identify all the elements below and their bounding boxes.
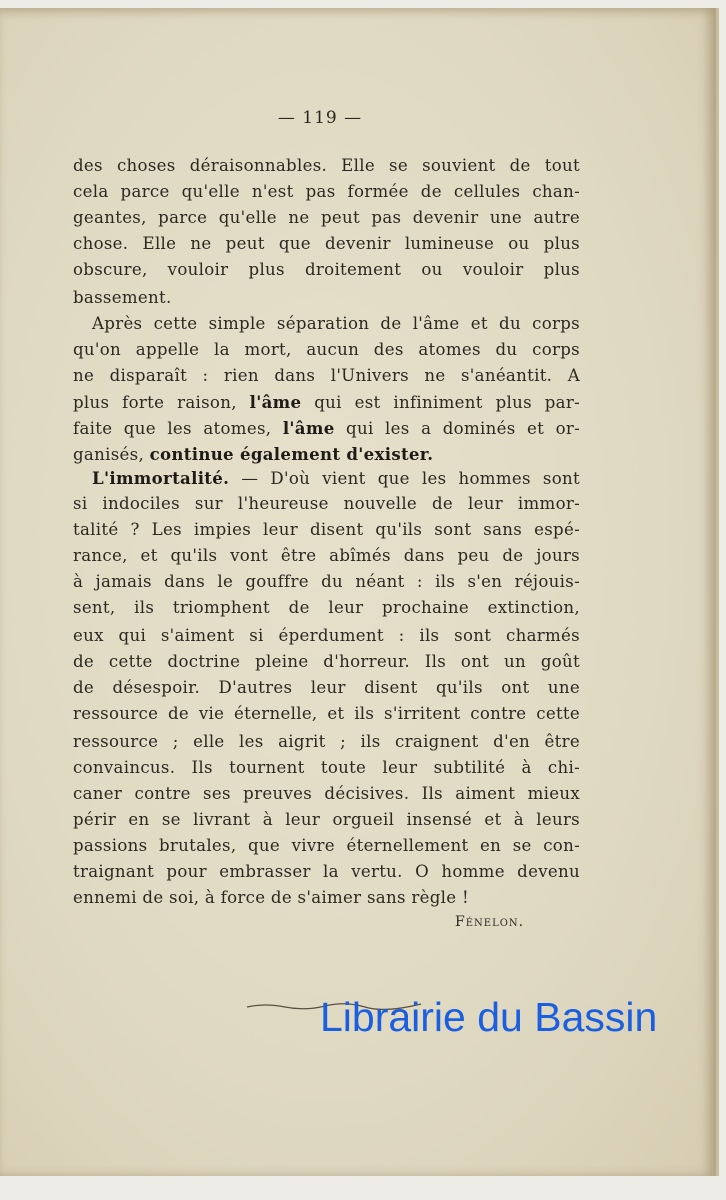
text-segment: convaincus. Ils tournent toute leur subtilité à chi- bbox=[73, 758, 580, 777]
text-line bbox=[73, 260, 580, 279]
bold-text: l'âme bbox=[282, 418, 335, 438]
author-signature: Fénelon. bbox=[455, 914, 525, 930]
text-segment: de désespoir. D'autres leur disent qu'ils ont une bbox=[73, 678, 580, 697]
text-line bbox=[73, 758, 580, 777]
text-line bbox=[73, 888, 580, 907]
text-line bbox=[73, 494, 580, 513]
text-line bbox=[73, 366, 580, 385]
text-line bbox=[73, 340, 580, 359]
text-segment: plus forte raison, bbox=[73, 393, 250, 412]
page-number: — 119 — bbox=[277, 108, 363, 128]
text-segment: rance, et qu'ils vont être abîmés dans peu de jours bbox=[73, 546, 580, 565]
text-line bbox=[73, 678, 580, 697]
watermark-logo: Librairie du Bassin bbox=[320, 994, 658, 1040]
text-segment: qui est infiniment plus par- bbox=[301, 393, 581, 412]
text-line bbox=[73, 156, 580, 175]
bold-text: l'âme bbox=[249, 392, 302, 412]
text-segment: cela parce qu'elle n'est pas formée de cellules chan- bbox=[73, 182, 580, 201]
text-segment: caner contre ses preuves décisives. Ils aiment mieux bbox=[73, 784, 580, 803]
text-line bbox=[73, 572, 580, 591]
text-segment: faite que les atomes, bbox=[73, 419, 283, 438]
text-line bbox=[73, 418, 580, 438]
text-line bbox=[73, 444, 580, 464]
text-line bbox=[73, 288, 580, 307]
text-segment: ressource de vie éternelle, et ils s'irritent contre cette bbox=[73, 704, 580, 723]
text-segment: geantes, parce qu'elle ne peut pas devenir une autre bbox=[73, 208, 580, 227]
text-line bbox=[73, 208, 580, 227]
text-line bbox=[73, 704, 580, 723]
text-segment: talité ? Les impies leur disent qu'ils sont sans espé- bbox=[73, 520, 580, 539]
text-segment: ne disparaît : rien dans l'Univers ne s'anéantit. A bbox=[73, 366, 580, 385]
text-segment: — D'où vient que les hommes sont bbox=[229, 469, 580, 488]
text-line bbox=[73, 732, 580, 751]
text-line bbox=[73, 836, 580, 855]
text-line bbox=[92, 468, 580, 488]
text-segment: ganisés, bbox=[73, 445, 150, 464]
text-line bbox=[73, 626, 580, 645]
text-segment: traignant pour embrasser la vertu. O homme devenu bbox=[73, 862, 580, 881]
text-line bbox=[92, 314, 580, 333]
text-segment: passions brutales, que vivre éternellement en se con- bbox=[73, 836, 580, 855]
text-segment: eux qui s'aiment si éperdument : ils sont charmés bbox=[73, 626, 580, 645]
text-segment: ressource ; elle les aigrit ; ils craignent d'en être bbox=[73, 732, 580, 751]
text-line bbox=[73, 784, 580, 803]
text-line bbox=[73, 546, 580, 565]
text-segment: périr en se livrant à leur orgueil insensé et à leurs bbox=[73, 810, 580, 829]
text-line bbox=[73, 182, 580, 201]
text-segment: Après cette simple séparation de l'âme et du corps bbox=[92, 314, 580, 333]
text-segment: si indociles sur l'heureuse nouvelle de leur immor- bbox=[73, 494, 580, 513]
text-line bbox=[73, 810, 580, 829]
text-line bbox=[73, 234, 580, 253]
bold-text: L'immortalité. bbox=[92, 468, 230, 488]
text-segment: qui les a dominés et or- bbox=[334, 419, 580, 438]
text-segment: bassement. bbox=[73, 288, 172, 307]
text-segment: chose. Elle ne peut que devenir lumineuse ou plus bbox=[73, 234, 580, 253]
text-segment: des choses déraisonnables. Elle se souvient de tout bbox=[73, 156, 580, 175]
text-line bbox=[73, 598, 580, 617]
text-segment: sent, ils triomphent de leur prochaine extinction, bbox=[73, 598, 580, 617]
bold-text: continue également d'exister. bbox=[149, 444, 434, 464]
text-line bbox=[73, 652, 580, 671]
text-segment: ennemi de soi, à force de s'aimer sans règle ! bbox=[73, 888, 469, 907]
text-segment: obscure, vouloir plus droitement ou vouloir plus bbox=[73, 260, 580, 279]
text-segment: à jamais dans le gouffre du néant : ils s'en réjouis- bbox=[73, 572, 580, 591]
text-line bbox=[73, 862, 580, 881]
text-segment: de cette doctrine pleine d'horreur. Ils ont un goût bbox=[73, 652, 580, 671]
text-segment: qu'on appelle la mort, aucun des atomes du corps bbox=[73, 340, 580, 359]
text-line bbox=[73, 520, 580, 539]
text-line bbox=[73, 392, 580, 412]
